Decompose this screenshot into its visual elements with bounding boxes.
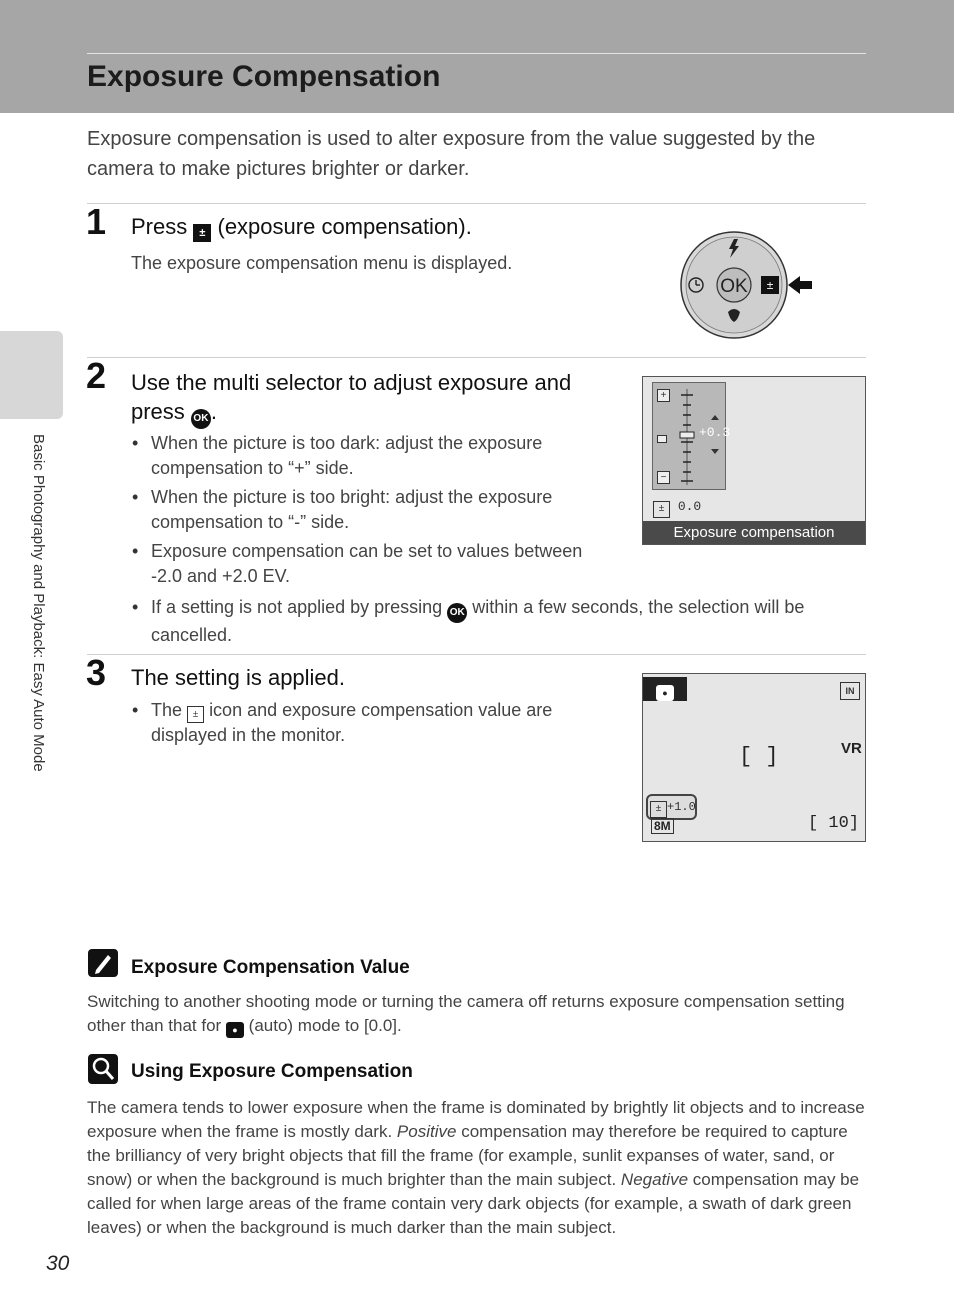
exposure-compensation-icon: ± [653, 501, 670, 518]
ev-scale-panel [652, 382, 731, 490]
down-arrow-icon [711, 449, 719, 454]
focus-area-brackets: [ ] [739, 744, 779, 769]
internal-memory-icon: IN [840, 682, 860, 700]
zero-marker-icon [657, 435, 667, 443]
exposure-compensation-icon: ± [650, 801, 667, 818]
step1-title [131, 212, 472, 242]
svg-text:±: ± [766, 278, 774, 292]
step1-divider [87, 203, 866, 204]
auto-mode-camera-icon: ● [226, 1022, 244, 1038]
svg-text:OK: OK [720, 276, 748, 297]
list-item: • The ± icon and exposure compensation value are displayed in the monitor. [131, 698, 601, 748]
list-item: • When the picture is too bright: adjust the exposure compensation to “-” side. [131, 485, 611, 535]
step3-title: The setting is applied. [131, 665, 346, 690]
minus-marker: − [657, 471, 670, 484]
image-mode-icon: 8M [651, 818, 674, 834]
easy-auto-mode-icon [643, 677, 687, 701]
step1-number: 1 [86, 201, 107, 242]
step2-title: Use the multi selector to adjust exposure and press OK . [131, 368, 621, 429]
step3-divider [87, 654, 866, 655]
header-divider [87, 53, 866, 54]
camera-icon: ● [656, 685, 674, 701]
ev-status-readout: ± 0.0 [653, 499, 701, 518]
note-pencil-icon [88, 949, 118, 977]
vibration-reduction-icon: VR [841, 740, 862, 757]
page-number: 30 [46, 1252, 70, 1275]
plus-marker: + [657, 389, 670, 402]
list-item: • When the picture is too dark: adjust the exposure compensation to “+” side. [131, 431, 611, 481]
page-header-band [0, 0, 954, 113]
chapter-label: Basic Photography and Playback: Easy Auto Mode [30, 434, 47, 772]
step3-number: 3 [86, 652, 107, 693]
exposure-compensation-icon: ± [193, 224, 211, 242]
note1-body: Switching to another shooting mode or turning the camera off returns exposure compensation setting other than that for ● (auto) mode to [0.0]. [87, 990, 867, 1038]
ev-scale-ticks [671, 387, 701, 487]
ev-current-value: +0.3 [699, 425, 731, 440]
ok-button-icon: OK [447, 603, 467, 623]
page-title: Exposure Compensation [87, 60, 441, 93]
note2-body: The camera tends to lower exposure when the frame is dominated by brightly lit objects and to increase exposure when the frame is mostly dark. Positive compensation may therefore be required to capture the brilliancy of very bright objects that fill the frame (for example, sunlit expanses of water, sand, or snow) or when the background is much brighter than the main subject. Negative compensation may be called for when large areas of the frame contain very dark objects (for example, a swath of dark green leaves) or when the background is much darker than the main subject. [87, 1098, 865, 1237]
note-magnifier-icon [88, 1054, 118, 1084]
monitor-screen [642, 673, 866, 842]
exposure-menu-screen [642, 376, 866, 545]
note2-title: Using Exposure Compensation [131, 1061, 413, 1082]
step1-title-before: Press [131, 214, 188, 239]
step2-title-line1: Use the multi selector to adjust exposure and [131, 370, 572, 395]
note1-title: Exposure Compensation Value [131, 957, 410, 978]
step3-bullets [131, 698, 601, 752]
list-item: • If a setting is not applied by pressing OK within a few seconds, the selection will be cancelled. [131, 595, 861, 648]
exposure-compensation-icon: ± [187, 706, 204, 723]
exposures-remaining: [ 10] [808, 814, 860, 833]
intro-paragraph: Exposure compensation is used to alter exposure from the value suggested by the camera to make pictures brighter or darker. [87, 128, 816, 180]
step2-divider [87, 357, 866, 358]
screen-caption: Exposure compensation [643, 521, 865, 544]
step2-title-line2: press [131, 399, 185, 424]
step2-bullets [131, 431, 611, 593]
step1-title-after: (exposure compensation). [217, 214, 472, 239]
multi-selector-illustration [678, 230, 818, 340]
step1-description: The exposure compensation menu is displayed. [131, 253, 513, 273]
up-arrow-icon [711, 415, 719, 420]
list-item: • Exposure compensation can be set to values between -2.0 and +2.0 EV. [131, 539, 611, 589]
ev-indicator: ± +1.0 [646, 794, 697, 820]
step2-number: 2 [86, 355, 107, 396]
ok-button-icon: OK [191, 409, 211, 429]
step2-bullet-4 [131, 595, 861, 652]
chapter-tab [0, 331, 63, 419]
